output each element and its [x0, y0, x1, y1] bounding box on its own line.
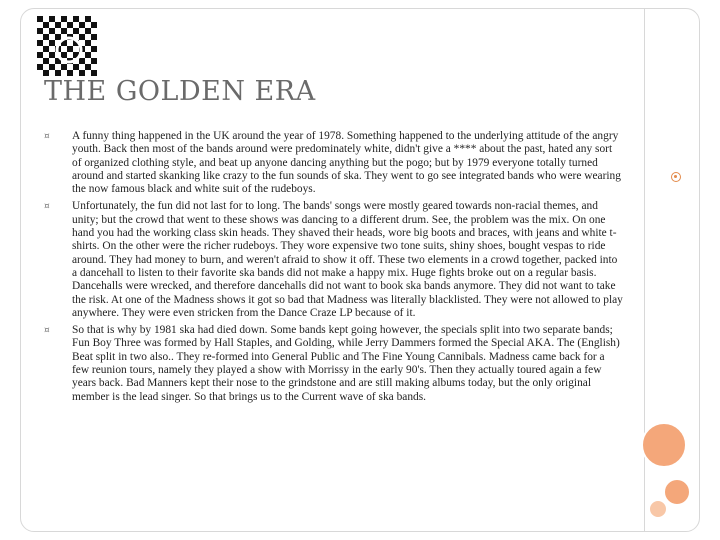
list-item [44, 200, 624, 320]
slide-title: THE GOLDEN ERA [44, 76, 316, 107]
bullet-icon: ¤ [44, 326, 50, 337]
bullet-icon: ¤ [44, 202, 50, 213]
checkered-ska-logo-icon [37, 16, 97, 76]
bullet-icon: ¤ [44, 132, 50, 142]
decorative-small-circle [648, 499, 668, 519]
bullet-list [44, 130, 624, 408]
list-item [44, 130, 624, 196]
bullet-text: Unfortunately, the fun did not last for to long. The bands' songs were mostly geared towards non-racial themes, and unity; but the crowd that went to these shows was dancing to a different drum. See, the problem was the mix. On one hand you had the working class skin heads. They shaved their heads, wore big boots and braces, with jeans and white t-shirts. On the other were the richer rudeboys. They wore expensive two tone suits, shiny shoes, bought vespas to ride around. They had money to burn, and weren't afraid to show it off. These two elements in a crowd together, packed into a dancehall to listen to their favorite ska bands did not make a happy mix. Huge fights broke out on a regular basis. Dancehalls were wrecked, and therefore dancehalls did not want to book ska bands anymore. They did not want to take the risk. At one of the Madness shows it got so bad that Madness was literally blacklisted. They were not allowed to play anywhere. They were even stricken from the Dance Craze LP because of it. [72, 200, 623, 319]
bullet-text: So that is why by 1981 ska had died down. Some bands kept going however, the specials split into two separate bands; Fun Boy Three was formed by Hall Staples, and Golding, while Jerry Dammers formed the Special AKA. The (English) Beat split in two also.. They re-formed into General Public and The Fine Young Cannibals. Madness came back for a few reunion tours, namely they played a show with Morrissy in the early 90's. Then they actually toured again a few years back. Bad Manners kept their nose to the grindstone and are still making albums today, but the only original member is the lead singer. So that brings us to the Current wave of ska bands. [72, 324, 620, 403]
decorative-large-circle [641, 422, 687, 468]
decorative-medium-circle [663, 478, 691, 506]
small-orange-ring-icon [671, 172, 681, 182]
bullet-text: A funny thing happened in the UK around the year of 1978. Something happened to the underlying attitude of the angry youth. Back then most of the bands around were predominately white, didn't give a **** about the past, hated any sort of organized clothing style, and beat up anyone dancing anything but the pogo; but by 1979 everyone totally turned around and started skanking like crazy to the fun sounds of ska. They went to go see integrated bands who were wearing the now famous black and white suit of the rudeboys. [72, 130, 621, 196]
list-item [44, 324, 624, 404]
